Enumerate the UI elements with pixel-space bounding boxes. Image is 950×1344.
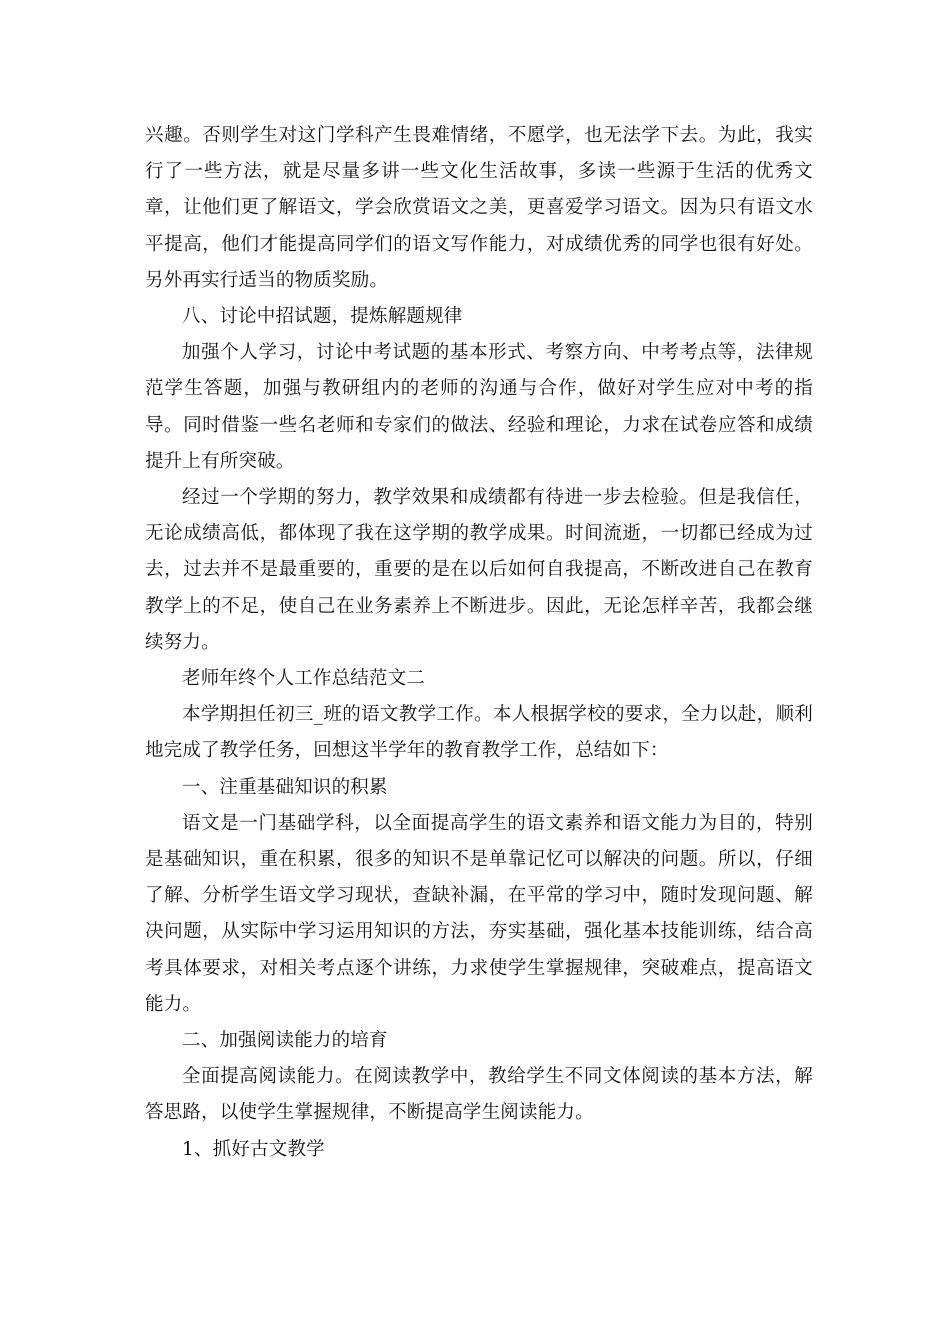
section-heading-two: 二、加强阅读能力的培育	[182, 1030, 388, 1052]
paragraph: 经过一个学期的努力，教学效果和成绩都有待进一步去检验。但是我信任，无论成绩高低，都体现了我在这学期的教学成果。时间流逝，一切都已经成为过去，过去并不是最重要的，重要的是在以后如何自我提高，不断改进自己在教育教学上的不足，使自己在业务素养上不断进步。因此，无论怎样辛苦，我都会继续努力。	[145, 487, 813, 653]
paragraph: 加强个人学习，讨论中考试题的基本形式、考察方向、中考考点等，法律规范学生答题，加强与教研组内的老师的沟通与合作，做好对学生应对中考的指导。同时借鉴一些名老师和专家们的做法、经验和理论，力求在试卷应答和成绩提升上有所突破。	[145, 342, 813, 472]
document-body	[145, 118, 813, 1168]
subsection-heading: 1、抓好古文教学	[182, 1138, 325, 1160]
paragraph: 语文是一门基础学科，以全面提高学生的语文素养和语文能力为目的，特别是基础知识，重在积累，很多的知识不是单靠记忆可以解决的问题。所以，仔细了解、分析学生语文学习现状，查缺补漏，在平常的学习中，随时发现问题、解决问题，从实际中学习运用知识的方法，夯实基础，强化基本技能训练，结合高考具体要求，对相关考点逐个讲练，力求使学生掌握规律，突破难点，提高语文能力。	[145, 812, 813, 1015]
paragraph: 本学期担任初三_班的语文教学工作。本人根据学校的要求，全力以赴，顺利地完成了教学任务，回想这半学年的教育教学工作，总结如下：	[145, 704, 813, 762]
section-heading-eight: 八、讨论中招试题，提炼解题规律	[182, 306, 463, 328]
paragraph-continuation: 兴趣。否则学生对这门学科产生畏难情绪，不愿学，也无法学下去。为此，我实行了一些方法，就是尽量多讲一些文化生活故事，多读一些源于生活的优秀文章，让他们更了解语文，学会欣赏语文之美，更喜爱学习语文。因为只有语文水平提高，他们才能提高同学们的语文写作能力，对成绩优秀的同学也很有好处。另外再实行适当的物质奖励。	[145, 125, 813, 291]
article-title: 老师年终个人工作总结范文二	[182, 668, 426, 690]
section-heading-one: 一、注重基础知识的积累	[182, 776, 388, 798]
paragraph: 全面提高阅读能力。在阅读教学中，教给学生不同文体阅读的基本方法，解答思路，以使学生掌握规律，不断提高学生阅读能力。	[145, 1066, 813, 1124]
